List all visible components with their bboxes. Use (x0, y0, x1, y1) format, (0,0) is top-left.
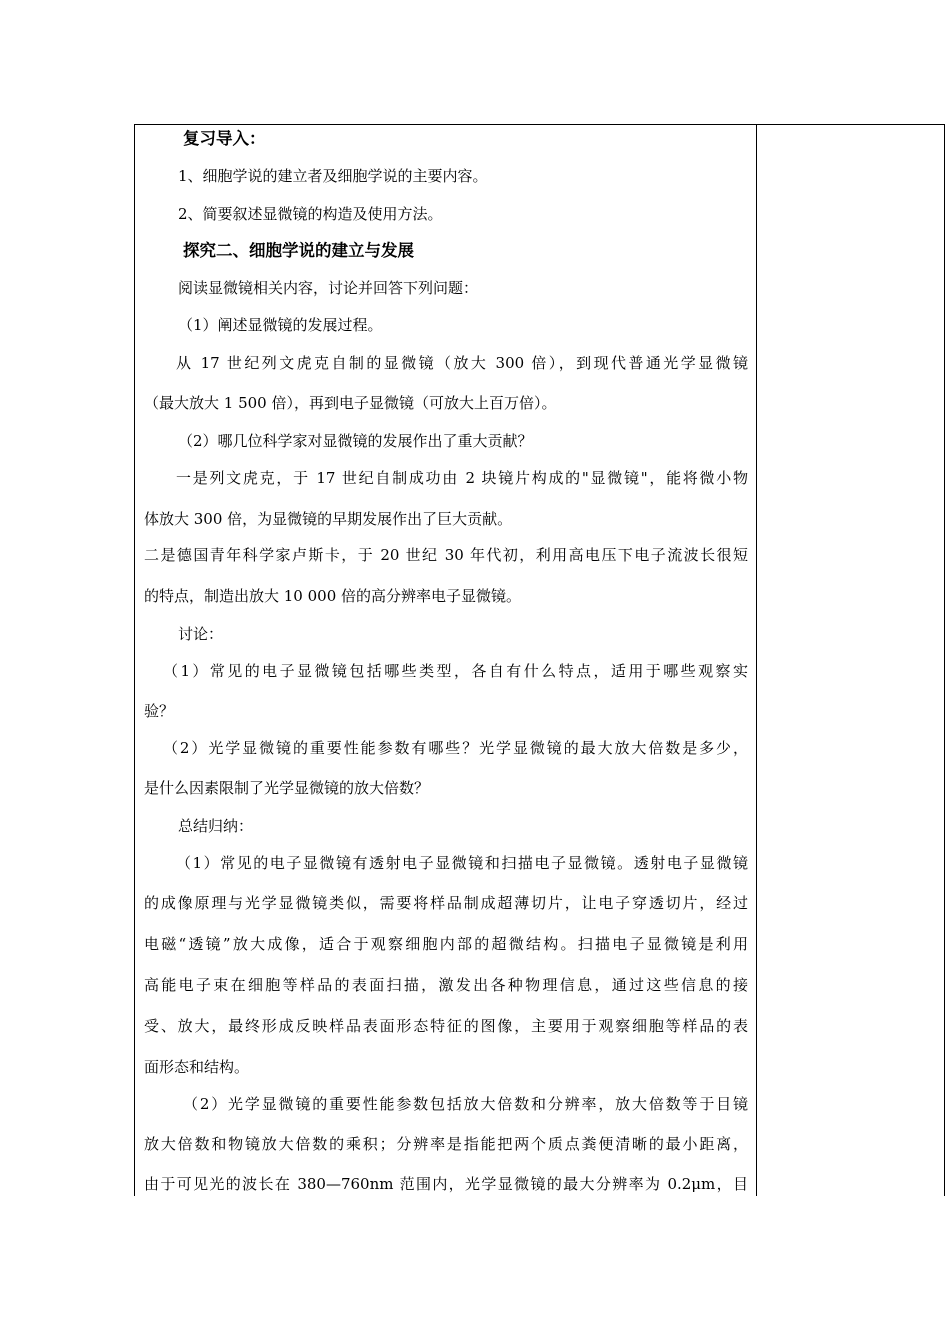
summary-label: 总结归纳： (178, 817, 254, 835)
summary-2-line-2: 放大倍数和物镜放大倍数的乘积；分辨率是指能把两个质点粪便清晰的最小距离， (144, 1135, 748, 1153)
answer-2-line-1: 一是列文虎克，于 17 世纪自制成功由 2 块镜片构成的"显微镜"，能将微小物 (176, 469, 748, 487)
discussion-2-line-1: （2）光学显微镜的重要性能参数有哪些？光学显微镜的最大放大倍数是多少， (163, 739, 748, 757)
answer-2-line-4: 的特点，制造出放大 10 000 倍的高分辨率电子显微镜。 (144, 587, 522, 605)
answer-1-line-1: 从 17 世纪列文虎克自制的显微镜（放大 300 倍），到现代普通光学显微镜 (176, 354, 748, 372)
heading-explore: 探究二、细胞学说的建立与发展 (183, 241, 414, 260)
summary-2-line-1: （2）光学显微镜的重要性能参数包括放大倍数和分辨率，放大倍数等于目镜 (183, 1095, 748, 1113)
question-2: （2）哪几位科学家对显微镜的发展作出了重大贡献？ (178, 432, 533, 450)
summary-1-line-4: 高能电子束在细胞等样品的表面扫描，激发出各种物理信息，通过这些信息的接 (144, 976, 748, 994)
summary-1-line-2: 的成像原理与光学显微镜类似，需要将样品制成超薄切片，让电子穿透切片，经过 (144, 894, 748, 912)
answer-2-line-2: 体放大 300 倍，为显微镜的早期发展作出了巨大贡献。 (144, 510, 513, 528)
discussion-1-line-2: 验？ (144, 702, 175, 720)
discussion-1-line-1: （1）常见的电子显微镜包括哪些类型，各自有什么特点，适用于哪些观察实 (163, 662, 748, 680)
summary-1-line-1: （1）常见的电子显微镜有透射电子显微镜和扫描电子显微镜。透射电子显微镜 (176, 854, 748, 872)
review-item-1: 1、细胞学说的建立者及细胞学说的主要内容。 (178, 167, 488, 185)
answer-1-line-2: （最大放大 1 500 倍），再到电子显微镜（可放大上百万倍）。 (144, 394, 557, 412)
summary-2-line-3: 由于可见光的波长在 380—760nm 范围内，光学显微镜的最大分辨率为 0.2μm，目 (144, 1175, 748, 1193)
question-1: （1）阐述显微镜的发展过程。 (178, 316, 383, 334)
summary-1-line-6: 面形态和结构。 (144, 1058, 250, 1076)
summary-1-line-5: 受、放大，最终形成反映样品表面形态特征的图像，主要用于观察细胞等样品的表 (144, 1017, 748, 1035)
summary-1-line-3: 电磁“透镜”放大成像，适合于观察细胞内部的超微结构。扫描电子显微镜是利用 (144, 935, 748, 953)
discussion-label: 讨论： (178, 625, 224, 643)
discussion-2-line-2: 是什么因素限制了光学显微镜的放大倍数？ (144, 779, 430, 797)
lesson-table (134, 124, 945, 1196)
intro-text: 阅读显微镜相关内容，讨论并回答下列问题： (178, 279, 479, 297)
answer-2-line-3: 二是德国青年科学家卢斯卡，于 20 世纪 30 年代初，利用高电压下电子流波长很短 (144, 546, 748, 564)
review-item-2: 2、简要叙述显微镜的构造及使用方法。 (178, 205, 443, 223)
heading-review: 复习导入： (183, 129, 266, 148)
